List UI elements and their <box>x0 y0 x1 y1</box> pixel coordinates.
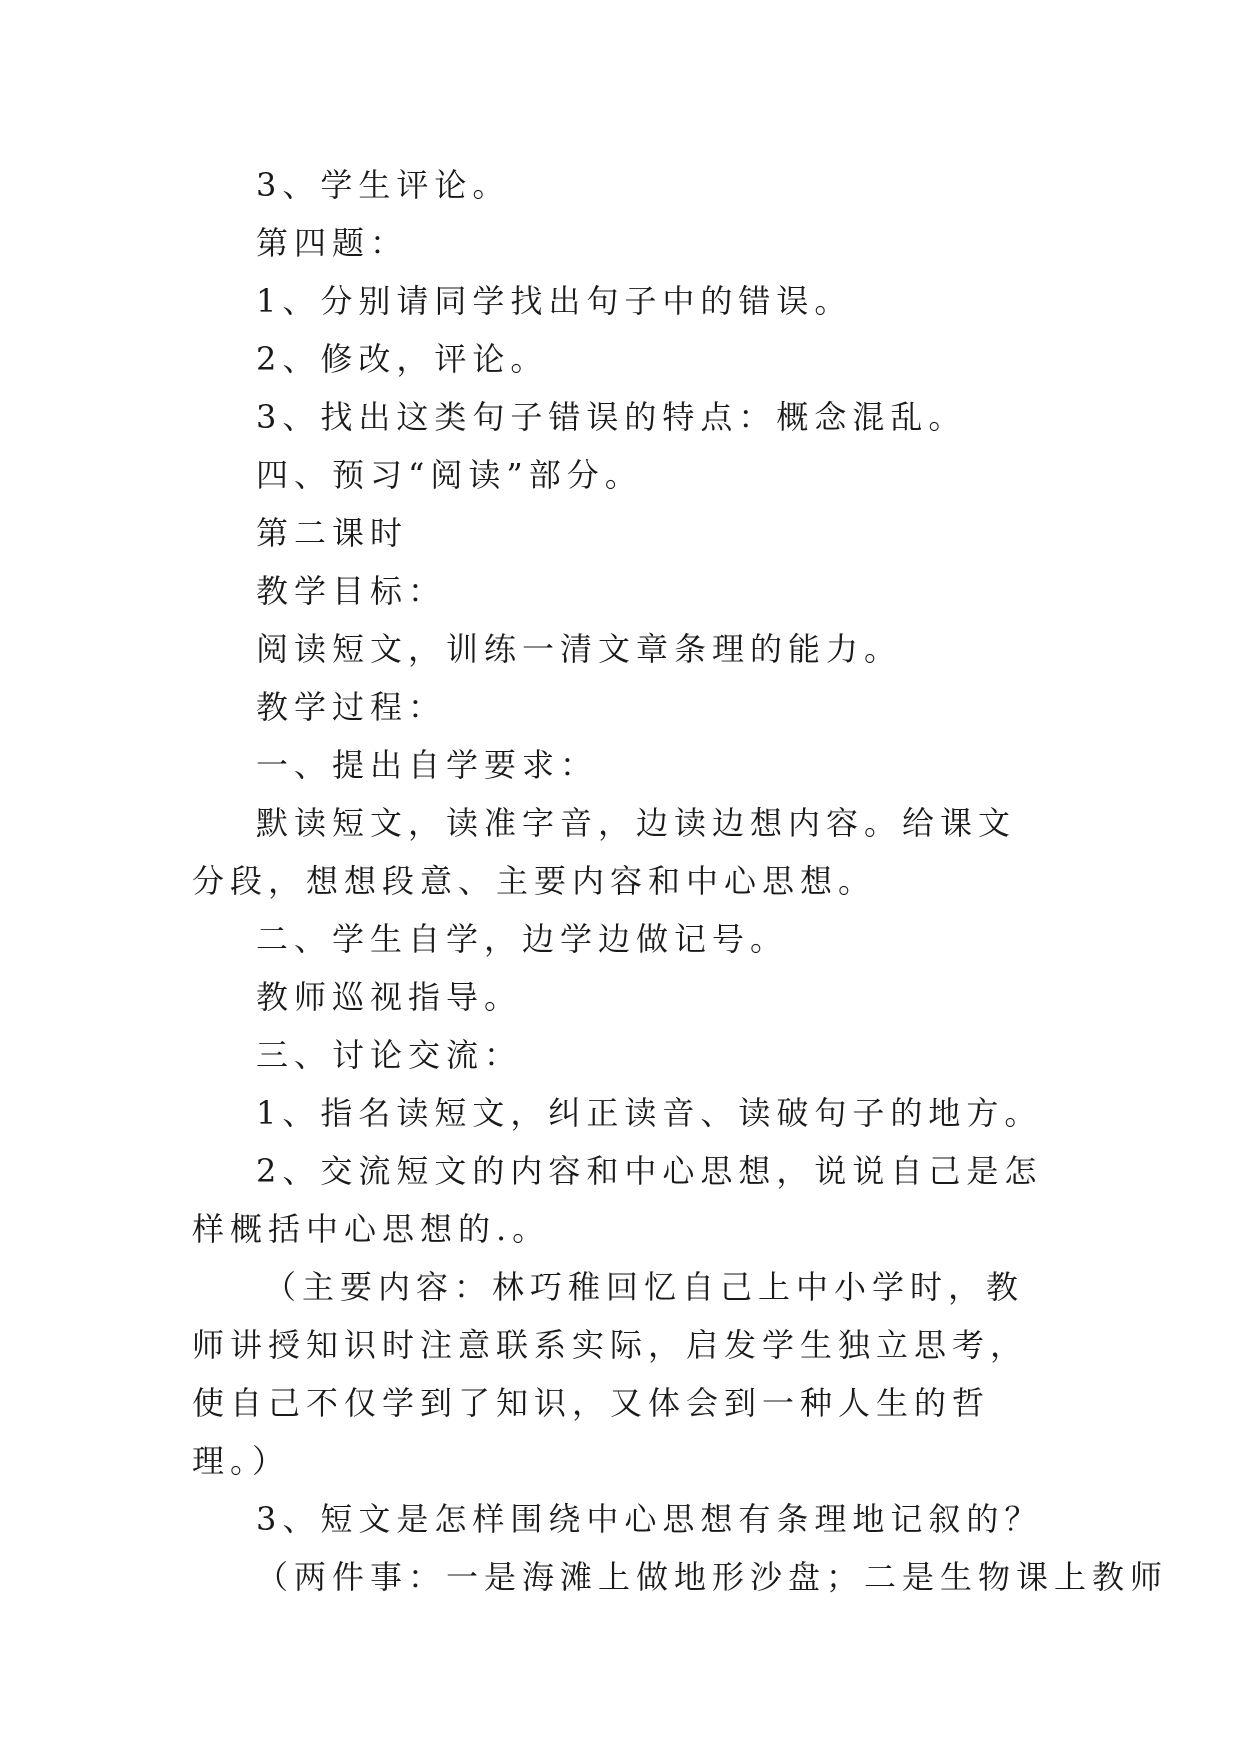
document-body <box>192 156 1169 1606</box>
paragraph-18: （主要内容：林巧稚回忆自己上中小学时，教师讲授知识时注意联系实际，启发学生独立思考，使自己不仅学到了知识，又体会到一种人生的哲理。） <box>192 1268 1029 1480</box>
paragraph-11: 一、提出自学要求： <box>256 746 599 784</box>
paragraph-14: 教师巡视指导。 <box>256 978 523 1016</box>
paragraph-13: 二、学生自学，边学边做记号。 <box>256 920 789 958</box>
paragraph-4: 2、修改，评论。 <box>256 340 549 378</box>
paragraph-9: 阅读短文，训练一清文章条理的能力。 <box>256 630 903 668</box>
paragraph-12: 默读短文，读准字音，边读边想内容。给课文分段，想想段意、主要内容和中心思想。 <box>192 804 1017 900</box>
paragraph-7: 第二课时 <box>256 514 409 552</box>
paragraph-20: （两件事：一是海滩上做地形沙盘；二是生物课上教师 <box>256 1558 1169 1596</box>
paragraph-10: 教学过程： <box>256 688 447 726</box>
paragraph-3: 1、分别请同学找出句子中的错误。 <box>256 282 853 320</box>
paragraph-17: 2、交流短文的内容和中心思想，说说自己是怎样概括中心思想的.。 <box>192 1152 1043 1248</box>
paragraph-1: 3、学生评论。 <box>256 166 511 204</box>
paragraph-19: 3、短文是怎样围绕中心思想有条理地记叙的？ <box>256 1500 1043 1538</box>
paragraph-8: 教学目标： <box>256 572 447 610</box>
paragraph-6: 四、预习“阅读”部分。 <box>256 456 643 494</box>
paragraph-2: 第四题： <box>256 224 409 262</box>
paragraph-5: 3、找出这类句子错误的特点：概念混乱。 <box>256 398 967 436</box>
paragraph-16: 1、指名读短文，纠正读音、读破句子的地方。 <box>256 1094 1043 1132</box>
paragraph-15: 三、讨论交流： <box>256 1036 523 1074</box>
